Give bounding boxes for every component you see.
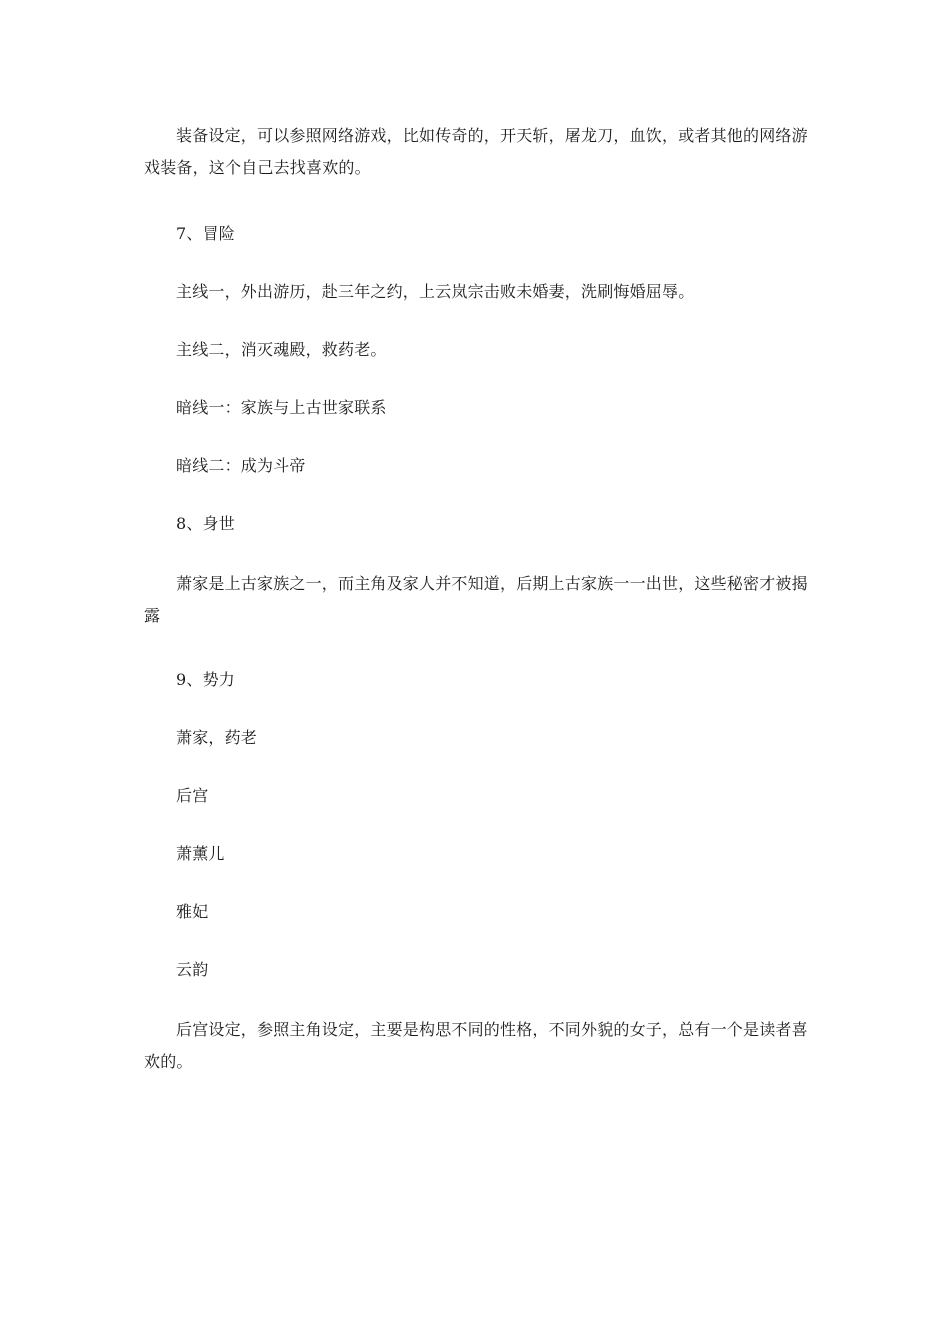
paragraph-hidden-line-two: 暗线二：成为斗帝 <box>176 456 306 475</box>
heading-adventure: 7、冒险 <box>176 224 235 243</box>
paragraph-harem: 后宫 <box>176 786 209 805</box>
paragraph-mainline-one: 主线一，外出游历，赴三年之约，上云岚宗击败未婚妻，洗刷悔婚屈辱。 <box>176 282 695 301</box>
paragraph-faction-xiao-family: 萧家，药老 <box>176 728 258 747</box>
paragraph-hidden-line-one: 暗线一：家族与上古世家联系 <box>176 398 387 417</box>
heading-background: 8、身世 <box>176 514 235 533</box>
paragraph-harem-setting: 后宫设定，参照主角设定，主要是构思不同的性格，不同外貌的女子，总有一个是读者喜欢的。 <box>144 1020 808 1071</box>
paragraph-xiao-xuner: 萧薰儿 <box>176 844 225 863</box>
heading-factions: 9、势力 <box>176 670 235 689</box>
paragraph-family-background: 萧家是上古家族之一，而主角及家人并不知道，后期上古家族一一出世，这些秘密才被揭露 <box>144 574 808 625</box>
paragraph-equipment-setting: 装备设定，可以参照网络游戏，比如传奇的，开天斩，屠龙刀，血饮，或者其他的网络游戏装备，这个自己去找喜欢的。 <box>144 126 808 177</box>
paragraph-mainline-two: 主线二，消灭魂殿，救药老。 <box>176 340 387 359</box>
paragraph-yun-yun: 云韵 <box>176 960 209 979</box>
paragraph-ya-fei: 雅妃 <box>176 902 209 921</box>
